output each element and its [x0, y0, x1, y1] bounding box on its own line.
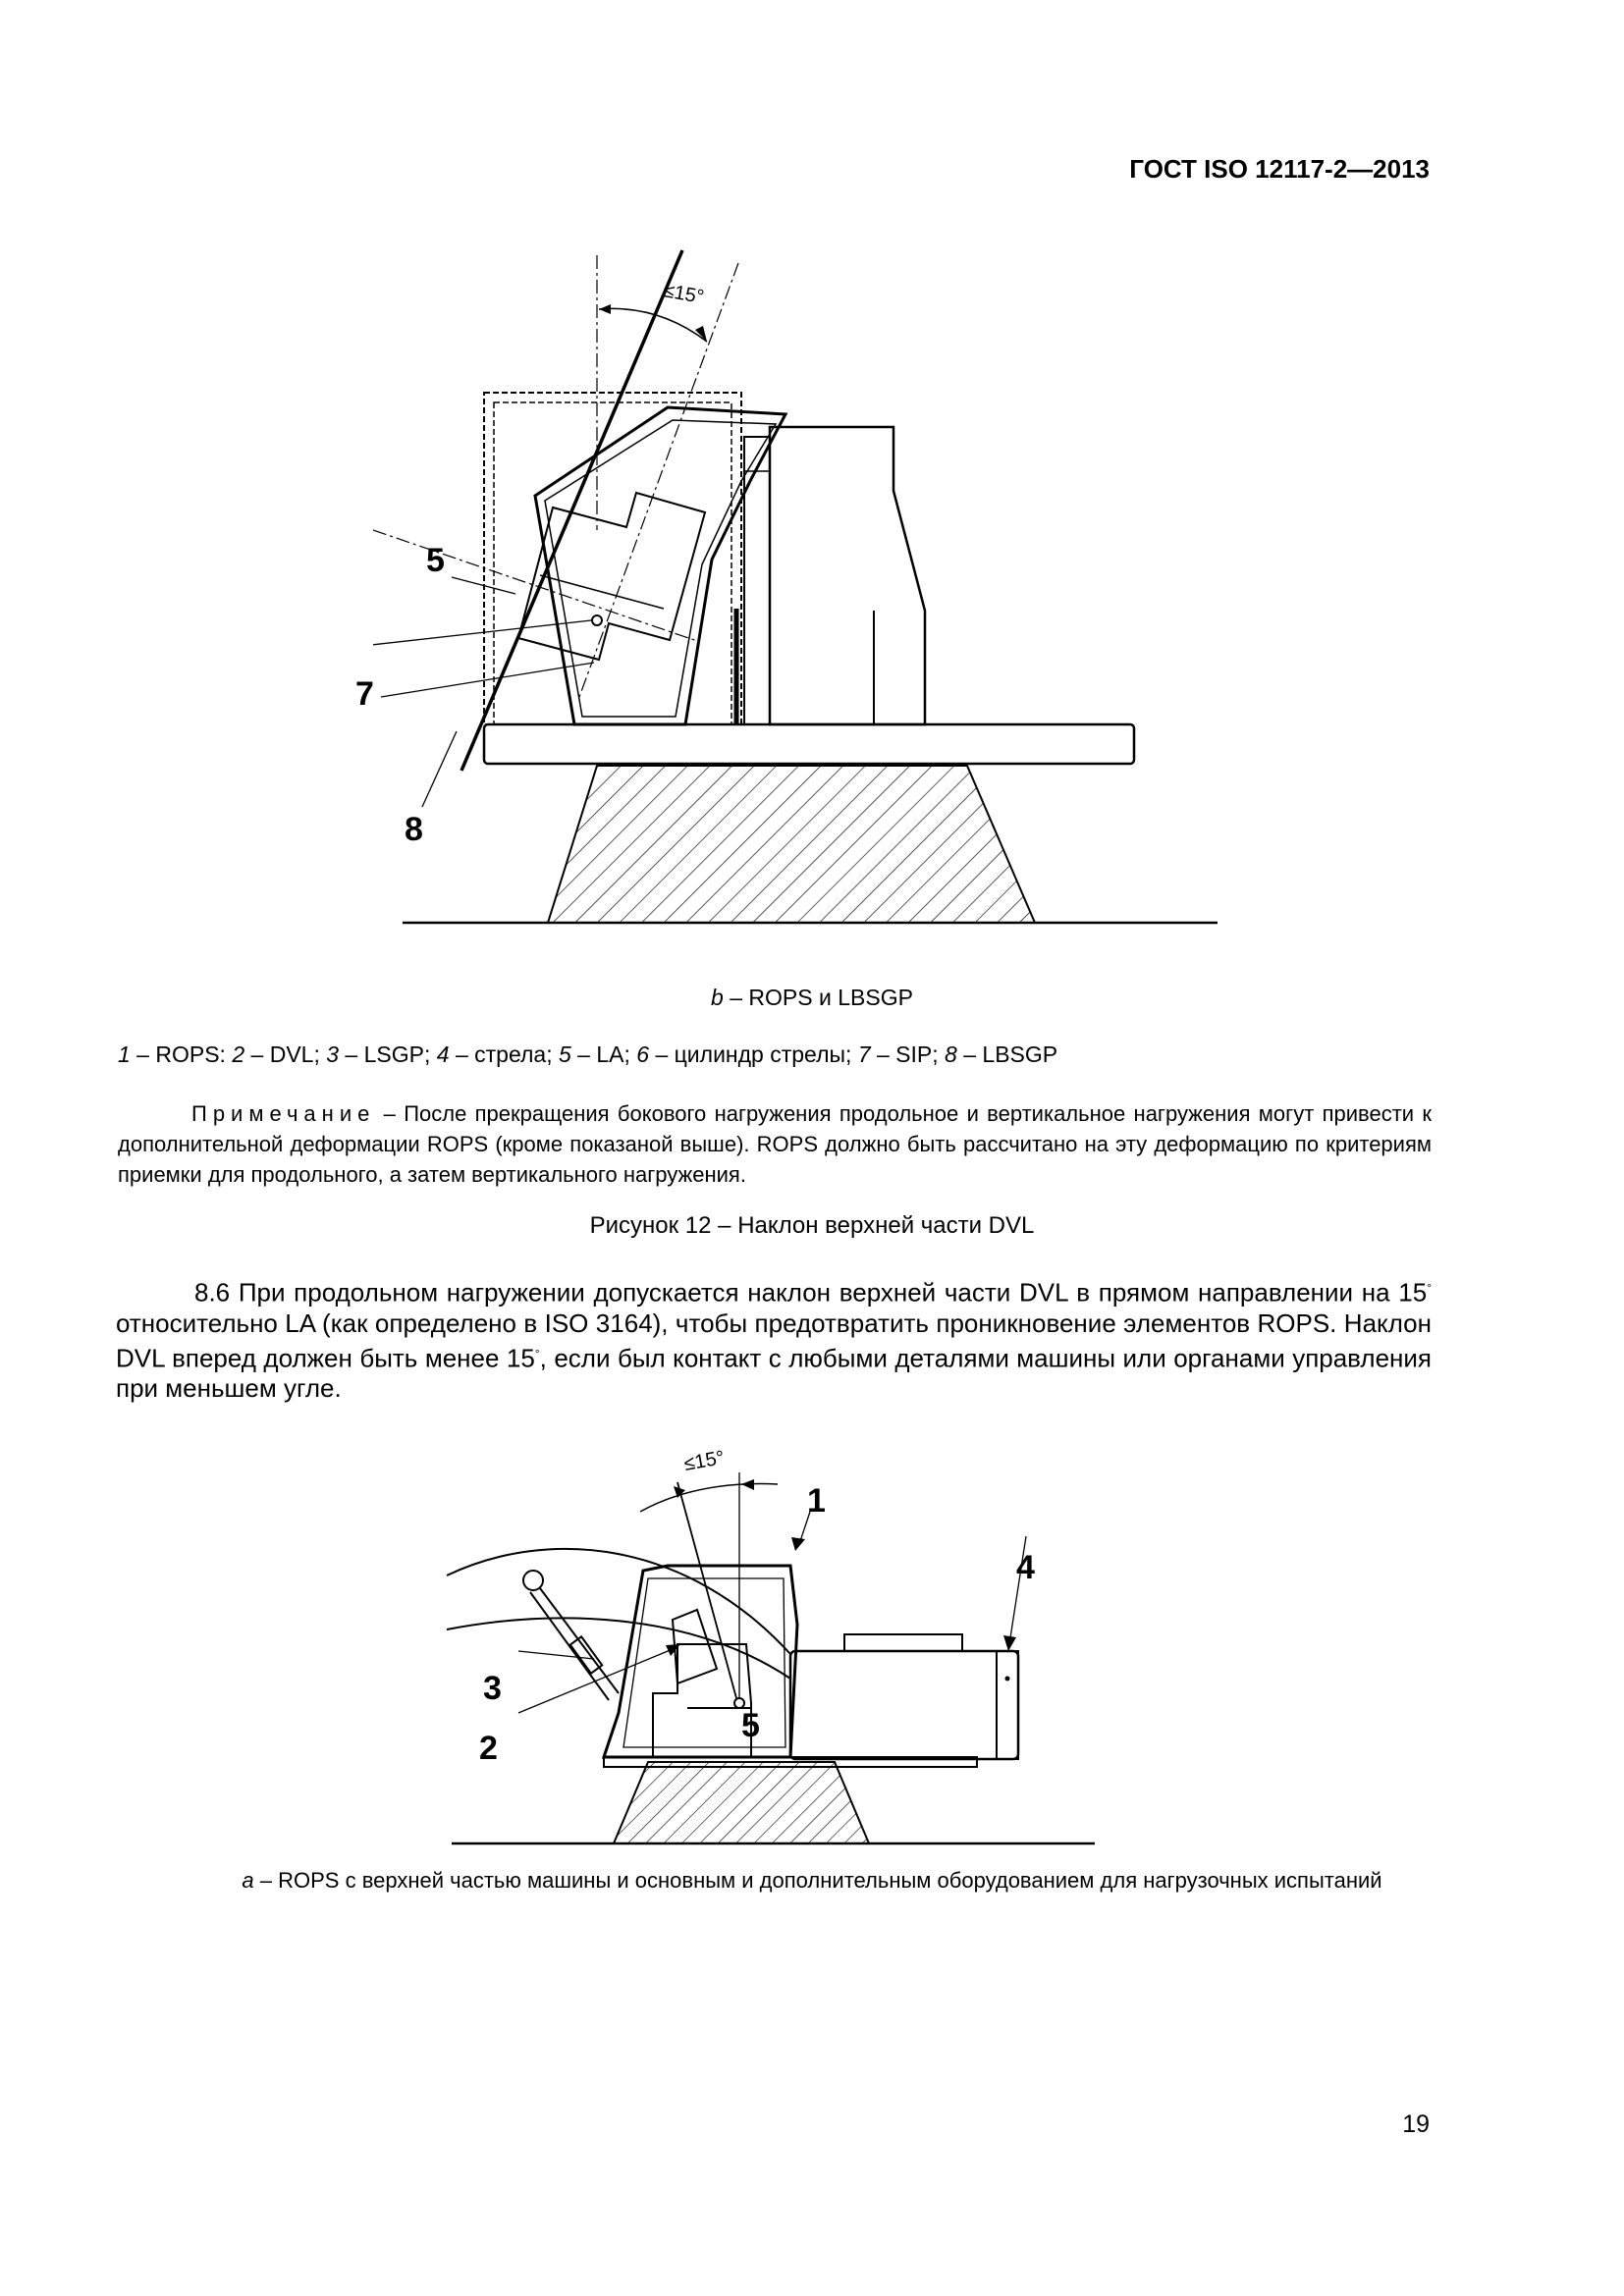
figure-a-caption: a – ROPS с верхней частью машины и основным и дополнительным оборудованием для нагрузочных испытаний	[242, 1868, 1382, 1893]
right-housing	[770, 427, 925, 724]
callout-5: 5	[426, 542, 445, 579]
callout-8: 8	[405, 811, 423, 848]
angle-arc	[599, 308, 707, 342]
figure-note	[118, 1098, 1432, 1190]
callout-7: 7	[355, 675, 374, 713]
callout-1: 1	[807, 1482, 826, 1520]
angle-label: ≤15°	[682, 1447, 727, 1475]
callout-5: 5	[741, 1707, 760, 1744]
figure-b-caption: b – ROPS и LBSGP	[711, 985, 913, 1010]
angle-arc	[640, 1484, 778, 1512]
callout-4: 4	[1016, 1549, 1035, 1586]
figure-b-leaders	[295, 550, 707, 844]
paragraph-8-6: 8.6 При продольном нагружении допускается наклон верхней части DVL в прямом направлении на 15° относительно LA (как определено в ISO 3164), чтобы предотвратить проникновение элементов ROPS. Наклон DVL вперед должен быть менее 15°, если был контакт с любыми деталями машины или органами управления при меньшем угле.	[116, 1277, 1432, 1404]
control-lever-knob	[523, 1571, 543, 1590]
note-label: Примечание	[191, 1101, 376, 1126]
angle-label: ≤15°	[662, 280, 706, 309]
rops-cabin	[604, 1566, 797, 1757]
callout-3: 3	[483, 1670, 502, 1707]
hatched-pedestal	[614, 1762, 869, 1843]
document-code-header: ГОСТ ISO 12117-2—2013	[1129, 154, 1430, 184]
engine-housing	[790, 1651, 1018, 1759]
page-number: 19	[1402, 2110, 1430, 2138]
callout-2: 2	[479, 1730, 498, 1767]
figure-a-drawing	[432, 1443, 1119, 1855]
figure-title: Рисунок 12 – Наклон верхней части DVL	[589, 1212, 1035, 1239]
note-text: – После прекращения бокового нагружения продольное и вертикальное нагружения могут привести к дополнительной деформации ROPS (кроме показаной выше). ROPS должно быть рассчитано на эту деформацию по критериям приемки для продольного, а затем вертикального нагружения.	[118, 1101, 1432, 1187]
figure-legend: 1 – ROPS: 2 – DVL; 3 – LSGP; 4 – стрела; 5 – LA; 6 – цилиндр стрелы; 7 – SIP; 8 – LBSGP	[118, 1041, 1058, 1067]
